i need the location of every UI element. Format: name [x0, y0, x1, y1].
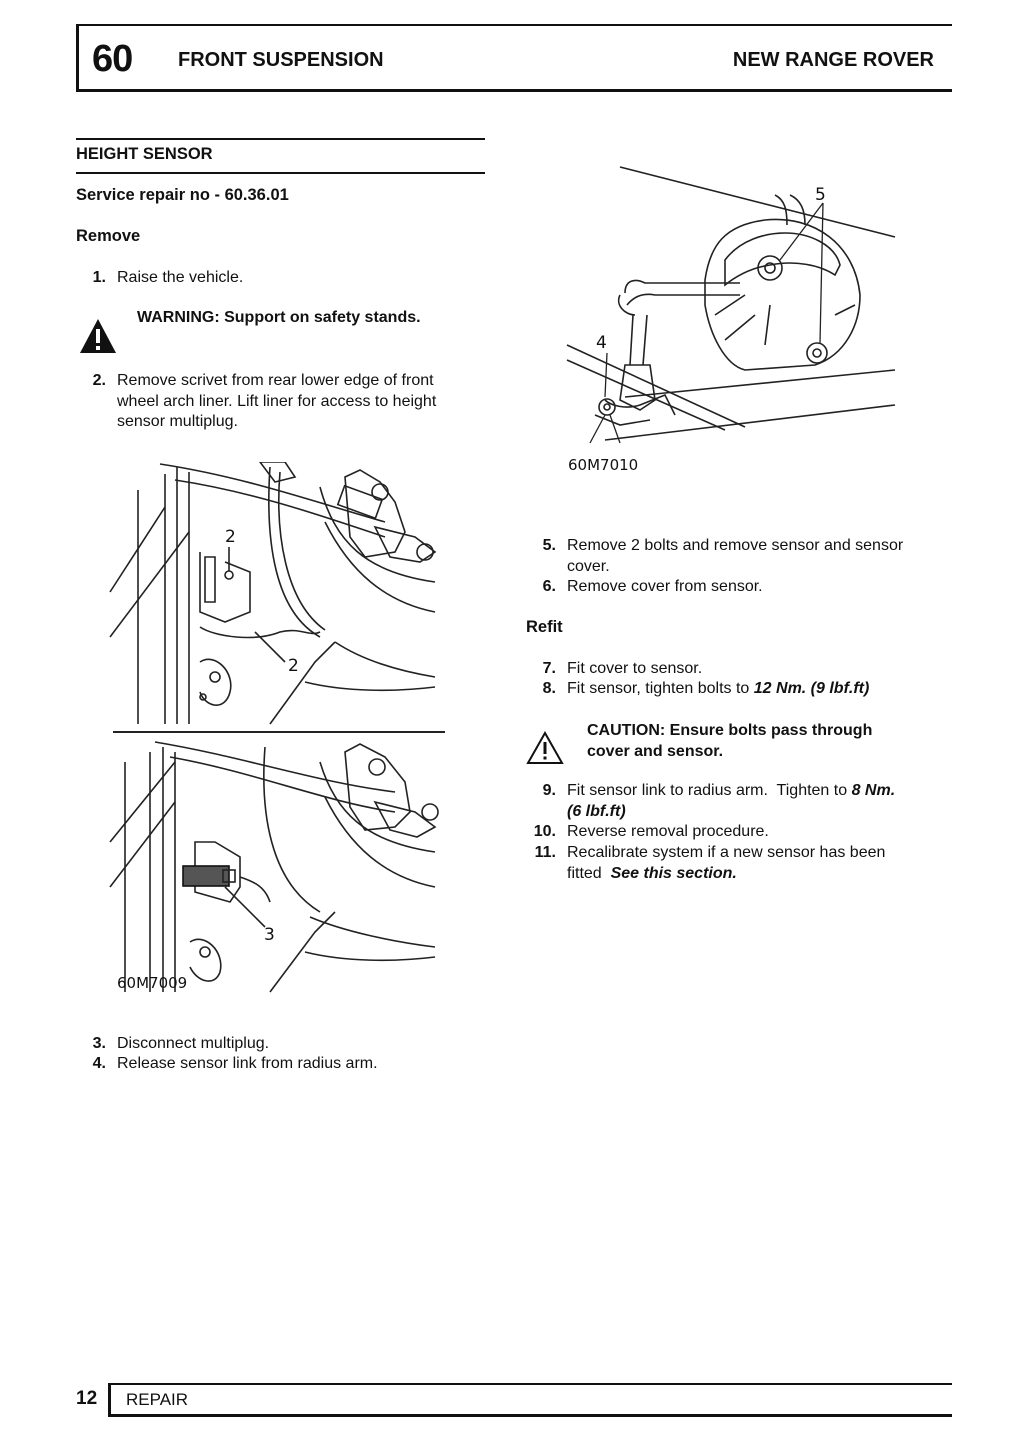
caution-text: CAUTION: Ensure bolts pass through cover and sensor. [587, 722, 873, 760]
callout-3: 3 [264, 925, 275, 945]
caution-outline-icon [526, 731, 564, 765]
figure-id-60m7009: 60M7009 [117, 974, 188, 992]
warning-filled-icon [78, 317, 118, 355]
refit-heading: Refit [526, 618, 563, 636]
callout-2a: 2 [225, 527, 236, 547]
model-name: NEW RANGE ROVER [732, 49, 934, 71]
callout-5: 5 [815, 185, 826, 205]
footer-label: REPAIR [126, 1390, 189, 1409]
warning-text: WARNING: Support on safety stands. [137, 309, 421, 326]
section-rule-bottom [76, 172, 485, 174]
figure-60m7009-illustration [105, 462, 455, 997]
section-title: HEIGHT SENSOR [76, 145, 213, 163]
page-number: 12 [76, 1388, 98, 1409]
section-rule-top [76, 138, 485, 140]
figure-60m7010-illustration [565, 165, 900, 465]
footer-frame [108, 1383, 952, 1417]
callout-2b: 2 [288, 656, 299, 676]
remove-heading: Remove [76, 227, 141, 245]
callout-4: 4 [596, 333, 607, 353]
chapter-number: 60 [92, 38, 133, 80]
service-repair-number: Service repair no - 60.36.01 [76, 186, 289, 204]
chapter-title: FRONT SUSPENSION [178, 49, 384, 71]
figure-id-60m7010: 60M7010 [568, 456, 639, 474]
